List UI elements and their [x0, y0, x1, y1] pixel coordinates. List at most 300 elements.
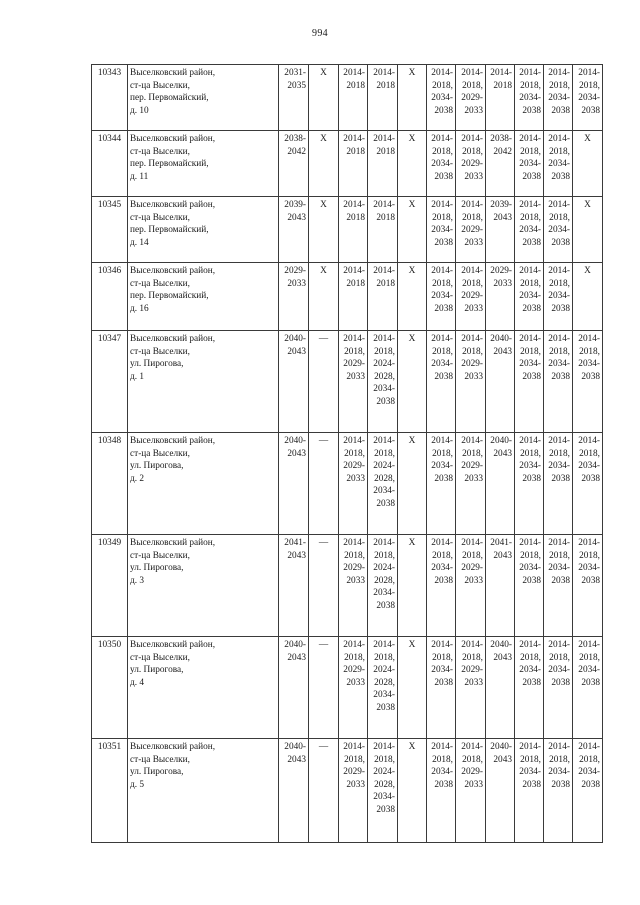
- cell-line: 2034-: [431, 359, 453, 370]
- col-period-c: [427, 263, 456, 331]
- cell-line: 2014-: [343, 200, 365, 210]
- col-period-c: [427, 131, 456, 197]
- col-period-a: [339, 433, 368, 535]
- col-period-c: [427, 535, 456, 637]
- cell-line: —: [318, 742, 329, 752]
- cell-line: 2034-: [548, 461, 570, 472]
- col-period-f: [515, 637, 544, 739]
- cell-line: 2018,: [432, 278, 453, 289]
- cell-line: 2034-: [431, 563, 453, 574]
- cell-line: 2038: [551, 779, 570, 790]
- col-period-e: [486, 131, 515, 197]
- cell-line: 2018,: [520, 80, 541, 91]
- cell-line: 2014-: [519, 200, 541, 210]
- cell-line: 2018,: [579, 346, 600, 357]
- cell-line: 2038: [376, 498, 395, 509]
- cell-line: 2029-: [343, 461, 365, 472]
- cell-line: 2014-: [519, 334, 541, 344]
- cell-line: 2038: [376, 804, 395, 815]
- col-period-b: [368, 331, 398, 433]
- cell-line: 2038: [434, 105, 453, 116]
- cell-line: 2018,: [374, 550, 395, 561]
- address-line: Выселковский район,: [130, 538, 216, 548]
- col-x-2: [398, 197, 427, 263]
- record-id: 10343: [92, 65, 128, 131]
- cell-line: 2014-: [519, 640, 541, 650]
- table-row: [92, 739, 603, 843]
- cell-line: 2038: [581, 371, 600, 382]
- cell-line: 2034-: [548, 291, 570, 302]
- col-x-1: [309, 433, 339, 535]
- cell-line: 2034-: [548, 159, 570, 170]
- cell-line: 2038: [434, 371, 453, 382]
- address-line: ст-ца Выселки,: [130, 652, 190, 663]
- col-period-a: [339, 331, 368, 433]
- cell-line: 2018,: [462, 212, 483, 223]
- address-line: Выселковский район,: [130, 68, 216, 78]
- address-line: ул. Пирогова,: [130, 665, 184, 676]
- cell-line: 2038: [434, 171, 453, 182]
- record-id: 10350: [92, 637, 128, 739]
- cell-line: 2014-: [461, 68, 483, 78]
- cell-line: 2041-: [284, 538, 306, 548]
- cell-line: 2018,: [520, 278, 541, 289]
- cell-line: 2029-: [461, 291, 483, 302]
- col-period-h: [573, 433, 603, 535]
- record-id: 10351: [92, 739, 128, 843]
- cell-line: 2014-: [548, 334, 570, 344]
- address-line: Выселковский район,: [130, 200, 216, 210]
- cell-line: 2018,: [549, 346, 570, 357]
- cell-line: Х: [408, 640, 416, 650]
- col-period-d: [456, 65, 486, 131]
- cell-line: 2018,: [344, 550, 365, 561]
- cell-line: 2034-: [431, 225, 453, 236]
- years-capital-repair: [279, 197, 309, 263]
- cell-line: 2018,: [462, 278, 483, 289]
- col-period-b: [368, 433, 398, 535]
- col-period-d: [456, 739, 486, 843]
- cell-line: 2038: [376, 600, 395, 611]
- col-period-d: [456, 331, 486, 433]
- cell-line: 2043: [493, 550, 512, 561]
- cell-line: 2038: [376, 702, 395, 713]
- col-period-d: [456, 197, 486, 263]
- address-line: Выселковский район,: [130, 742, 216, 752]
- cell-line: 2038: [522, 371, 541, 382]
- cell-line: Х: [584, 134, 591, 144]
- cell-line: 2031-: [284, 68, 306, 78]
- cell-line: 2014-: [461, 334, 483, 344]
- cell-line: 2028,: [374, 779, 395, 790]
- address-line: пер. Первомайский,: [130, 225, 209, 236]
- cell-line: 2034-: [373, 588, 395, 599]
- cell-line: 2040-: [490, 436, 512, 446]
- col-period-g: [544, 197, 573, 263]
- cell-line: 2038: [522, 779, 541, 790]
- address-line: ст-ца Выселки,: [130, 448, 190, 459]
- col-period-c: [427, 331, 456, 433]
- cell-line: —: [318, 538, 329, 548]
- cell-line: 2029-: [461, 159, 483, 170]
- address-line: пер. Первомайский,: [130, 159, 209, 170]
- cell-line: 2038: [551, 303, 570, 314]
- cell-line: —: [318, 436, 329, 446]
- cell-line: 2033: [464, 105, 483, 116]
- cell-line: 2034-: [519, 563, 541, 574]
- cell-line: 2043: [287, 212, 306, 223]
- record-address: [128, 197, 279, 263]
- cell-line: 2018,: [432, 346, 453, 357]
- cell-line: 2042: [287, 146, 306, 157]
- cell-line: 2018,: [432, 754, 453, 765]
- col-x-2: [398, 535, 427, 637]
- col-period-f: [515, 263, 544, 331]
- cell-line: 2014-: [431, 68, 453, 78]
- cell-line: 2038-: [284, 134, 306, 144]
- cell-line: 2033: [346, 779, 365, 790]
- col-period-e: [486, 263, 515, 331]
- address-line: ул. Пирогова,: [130, 461, 184, 472]
- col-period-a: [339, 535, 368, 637]
- cell-line: 2018,: [344, 448, 365, 459]
- record-id: 10347: [92, 331, 128, 433]
- page-number: 994: [312, 28, 328, 39]
- address-line: ст-ца Выселки,: [130, 80, 190, 91]
- col-period-a: [339, 131, 368, 197]
- cell-line: 2024-: [373, 461, 395, 472]
- cell-line: Х: [408, 68, 416, 78]
- col-x-2: [398, 433, 427, 535]
- cell-line: 2014-: [548, 640, 570, 650]
- years-capital-repair: [279, 263, 309, 331]
- years-capital-repair: [279, 739, 309, 843]
- register-table-body: [92, 65, 603, 843]
- address-line: ст-ца Выселки,: [130, 212, 190, 223]
- cell-line: 2014-: [461, 134, 483, 144]
- col-period-g: [544, 535, 573, 637]
- col-period-g: [544, 331, 573, 433]
- cell-line: 2024-: [373, 665, 395, 676]
- address-line: д. 1: [130, 371, 145, 382]
- col-period-c: [427, 637, 456, 739]
- col-period-c: [427, 197, 456, 263]
- cell-line: 2041-: [490, 538, 512, 548]
- cell-line: 2034-: [519, 225, 541, 236]
- cell-line: 2018: [376, 80, 395, 91]
- col-period-d: [456, 433, 486, 535]
- cell-line: 2038: [551, 237, 570, 248]
- cell-line: 2033: [493, 278, 512, 289]
- cell-line: 2014-: [373, 436, 395, 446]
- cell-line: 2014-: [461, 200, 483, 210]
- cell-line: 2034-: [431, 93, 453, 104]
- cell-line: 2034-: [519, 159, 541, 170]
- col-x-1: [309, 535, 339, 637]
- cell-line: 2034-: [431, 665, 453, 676]
- address-line: д. 3: [130, 575, 145, 586]
- col-x-1: [309, 65, 339, 131]
- cell-line: 2018: [376, 212, 395, 223]
- cell-line: 2018,: [520, 212, 541, 223]
- cell-line: 2018,: [462, 448, 483, 459]
- col-period-f: [515, 739, 544, 843]
- col-period-h: [573, 263, 603, 331]
- cell-line: 2038: [551, 171, 570, 182]
- col-period-h: [573, 131, 603, 197]
- table-row: [92, 331, 603, 433]
- cell-line: 2038: [522, 171, 541, 182]
- cell-line: 2018,: [374, 754, 395, 765]
- cell-line: 2018,: [344, 754, 365, 765]
- cell-line: 2018,: [344, 652, 365, 663]
- cell-line: 2018: [346, 146, 365, 157]
- col-period-e: [486, 331, 515, 433]
- cell-line: 2033: [346, 473, 365, 484]
- cell-line: 2014-: [461, 266, 483, 276]
- cell-line: 2014-: [373, 68, 395, 78]
- cell-line: 2034-: [431, 159, 453, 170]
- cell-line: 2038: [581, 677, 600, 688]
- cell-line: 2029-: [343, 767, 365, 778]
- address-line: ст-ца Выселки,: [130, 278, 190, 289]
- cell-line: 2014-: [578, 436, 600, 446]
- col-period-b: [368, 739, 398, 843]
- col-period-d: [456, 131, 486, 197]
- cell-line: 2014-: [578, 742, 600, 752]
- cell-line: 2018: [376, 146, 395, 157]
- address-line: пер. Первомайский,: [130, 291, 209, 302]
- cell-line: 2014-: [431, 200, 453, 210]
- table-row: [92, 131, 603, 197]
- cell-line: 2018,: [579, 754, 600, 765]
- cell-line: 2024-: [373, 359, 395, 370]
- col-period-c: [427, 433, 456, 535]
- cell-line: 2038: [522, 303, 541, 314]
- cell-line: 2018,: [549, 652, 570, 663]
- cell-line: 2014-: [548, 742, 570, 752]
- cell-line: 2043: [493, 652, 512, 663]
- cell-line: 2014-: [431, 640, 453, 650]
- cell-line: 2038: [434, 575, 453, 586]
- years-capital-repair: [279, 131, 309, 197]
- cell-line: 2029-: [284, 266, 306, 276]
- cell-line: 2014-: [461, 436, 483, 446]
- cell-line: 2034-: [548, 563, 570, 574]
- cell-line: 2014-: [431, 334, 453, 344]
- cell-line: 2029-: [461, 461, 483, 472]
- cell-line: 2014-: [343, 334, 365, 344]
- record-id: 10348: [92, 433, 128, 535]
- cell-line: 2038: [551, 473, 570, 484]
- col-period-e: [486, 197, 515, 263]
- table-row: [92, 65, 603, 131]
- cell-line: 2038: [522, 473, 541, 484]
- cell-line: 2014-: [343, 436, 365, 446]
- cell-line: 2034-: [548, 225, 570, 236]
- col-period-g: [544, 65, 573, 131]
- record-id: 10345: [92, 197, 128, 263]
- cell-line: 2033: [464, 779, 483, 790]
- cell-line: 2038: [551, 677, 570, 688]
- cell-line: 2034-: [373, 486, 395, 497]
- cell-line: 2018,: [549, 146, 570, 157]
- cell-line: 2040-: [490, 742, 512, 752]
- cell-line: 2034-: [519, 461, 541, 472]
- cell-line: 2034-: [519, 359, 541, 370]
- cell-line: 2043: [287, 550, 306, 561]
- address-line: Выселковский район,: [130, 436, 216, 446]
- cell-line: 2018,: [432, 212, 453, 223]
- cell-line: 2018,: [520, 448, 541, 459]
- cell-line: Х: [584, 200, 591, 210]
- cell-line: Х: [584, 266, 591, 276]
- cell-line: 2024-: [373, 767, 395, 778]
- col-period-a: [339, 739, 368, 843]
- cell-line: 2038: [581, 779, 600, 790]
- cell-line: 2014-: [578, 68, 600, 78]
- cell-line: 2018,: [462, 652, 483, 663]
- cell-line: 2018,: [549, 80, 570, 91]
- cell-line: 2034-: [548, 665, 570, 676]
- record-address: [128, 65, 279, 131]
- table-row: [92, 197, 603, 263]
- col-period-f: [515, 131, 544, 197]
- record-id: 10346: [92, 263, 128, 331]
- cell-line: 2034-: [431, 291, 453, 302]
- cell-line: 2043: [493, 346, 512, 357]
- cell-line: 2038: [376, 396, 395, 407]
- cell-line: 2038: [551, 105, 570, 116]
- col-period-h: [573, 535, 603, 637]
- col-period-f: [515, 197, 544, 263]
- cell-line: 2034-: [431, 461, 453, 472]
- col-period-e: [486, 535, 515, 637]
- address-line: ст-ца Выселки,: [130, 346, 190, 357]
- cell-line: Х: [320, 266, 327, 276]
- cell-line: 2043: [287, 754, 306, 765]
- cell-line: 2018,: [520, 550, 541, 561]
- col-period-h: [573, 331, 603, 433]
- cell-line: 2034-: [578, 665, 600, 676]
- cell-line: 2014-: [373, 742, 395, 752]
- col-period-h: [573, 197, 603, 263]
- col-period-a: [339, 637, 368, 739]
- cell-line: 2014-: [343, 640, 365, 650]
- cell-line: 2018,: [579, 448, 600, 459]
- cell-line: 2014-: [431, 538, 453, 548]
- cell-line: 2033: [464, 171, 483, 182]
- record-address: [128, 739, 279, 843]
- cell-line: 2018,: [344, 346, 365, 357]
- cell-line: 2034-: [578, 93, 600, 104]
- address-line: д. 10: [130, 105, 149, 116]
- cell-line: 2014-: [519, 436, 541, 446]
- cell-line: 2018,: [432, 550, 453, 561]
- cell-line: 2034-: [548, 767, 570, 778]
- address-line: ул. Пирогова,: [130, 359, 184, 370]
- cell-line: 2018,: [432, 652, 453, 663]
- address-line: Выселковский район,: [130, 640, 216, 650]
- col-period-d: [456, 263, 486, 331]
- cell-line: 2029-: [343, 359, 365, 370]
- cell-line: 2018,: [432, 146, 453, 157]
- cell-line: 2042: [493, 146, 512, 157]
- address-line: ул. Пирогова,: [130, 767, 184, 778]
- cell-line: 2018,: [374, 448, 395, 459]
- cell-line: 2018,: [374, 652, 395, 663]
- address-line: д. 5: [130, 779, 145, 790]
- cell-line: 2018,: [549, 278, 570, 289]
- cell-line: 2040-: [284, 334, 306, 344]
- cell-line: 2040-: [284, 640, 306, 650]
- cell-line: 2018: [493, 80, 512, 91]
- cell-line: 2028,: [374, 677, 395, 688]
- cell-line: 2014-: [519, 134, 541, 144]
- cell-line: 2033: [464, 473, 483, 484]
- cell-line: Х: [320, 200, 327, 210]
- cell-line: 2018: [346, 80, 365, 91]
- record-address: [128, 331, 279, 433]
- cell-line: —: [318, 640, 329, 650]
- col-period-h: [573, 739, 603, 843]
- cell-line: 2034-: [578, 767, 600, 778]
- address-line: Выселковский район,: [130, 334, 216, 344]
- cell-line: 2018,: [462, 346, 483, 357]
- record-id: 10344: [92, 131, 128, 197]
- record-address: [128, 535, 279, 637]
- address-line: ст-ца Выселки,: [130, 754, 190, 765]
- cell-line: 2014-: [461, 640, 483, 650]
- col-period-e: [486, 637, 515, 739]
- cell-line: Х: [408, 538, 416, 548]
- cell-line: 2038: [551, 575, 570, 586]
- col-period-g: [544, 131, 573, 197]
- col-period-e: [486, 65, 515, 131]
- cell-line: 2014-: [519, 538, 541, 548]
- cell-line: 2014-: [343, 742, 365, 752]
- cell-line: 2040-: [490, 640, 512, 650]
- address-line: д. 16: [130, 303, 149, 314]
- cell-line: 2018,: [520, 146, 541, 157]
- cell-line: 2038: [522, 237, 541, 248]
- col-period-d: [456, 535, 486, 637]
- cell-line: 2040-: [490, 334, 512, 344]
- col-period-e: [486, 433, 515, 535]
- table-row: [92, 433, 603, 535]
- cell-line: 2028,: [374, 473, 395, 484]
- cell-line: 2034-: [431, 767, 453, 778]
- col-period-b: [368, 65, 398, 131]
- cell-line: Х: [408, 742, 416, 752]
- years-capital-repair: [279, 535, 309, 637]
- cell-line: 2034-: [373, 792, 395, 803]
- cell-line: 2038: [434, 677, 453, 688]
- cell-line: 2014-: [431, 436, 453, 446]
- cell-line: 2014-: [548, 68, 570, 78]
- col-period-c: [427, 65, 456, 131]
- col-x-1: [309, 637, 339, 739]
- cell-line: 2024-: [373, 563, 395, 574]
- cell-line: 2034-: [519, 291, 541, 302]
- cell-line: 2033: [346, 677, 365, 688]
- cell-line: 2018,: [462, 80, 483, 91]
- cell-line: 2018,: [579, 550, 600, 561]
- cell-line: 2014-: [519, 266, 541, 276]
- address-line: ул. Пирогова,: [130, 563, 184, 574]
- cell-line: 2033: [464, 303, 483, 314]
- cell-line: 2018,: [462, 550, 483, 561]
